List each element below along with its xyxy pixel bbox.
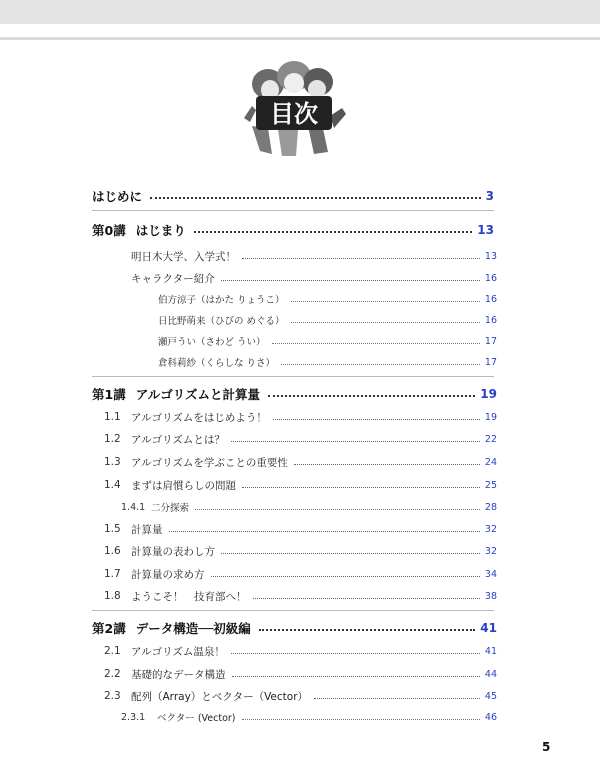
section-number: 2.1 (104, 645, 121, 657)
entry-title: 日比野萌来（ひびの めぐる） (158, 316, 285, 327)
subsection-number: 2.3.1 (121, 711, 146, 723)
entry-title: 二分探索 (151, 503, 190, 514)
leader-dots (259, 629, 476, 631)
toc-entry[interactable] (104, 643, 497, 659)
entry-page: 13 (484, 250, 497, 262)
toc-chapter-1[interactable] (92, 384, 497, 404)
entry-page: 16 (484, 314, 497, 326)
entry-page: 17 (484, 356, 497, 368)
entry-title: 配列（Array）とベクター（Vector） (131, 690, 309, 703)
leader-dots (294, 464, 480, 465)
entry-title: 瀬戸うい（さわど うい） (158, 337, 266, 348)
section-divider (92, 610, 494, 611)
entry-page: 17 (484, 335, 497, 347)
toc-entry[interactable] (131, 248, 497, 264)
leader-dots (231, 441, 480, 442)
leader-dots (194, 231, 473, 233)
toc-intro-title: はじめに (92, 189, 143, 204)
chapter-title: アルゴリズムと計算量 (135, 387, 260, 402)
toc-entry[interactable] (104, 666, 497, 682)
entry-title: アルゴリズム温泉！ (131, 645, 225, 658)
toc-entry[interactable] (104, 566, 497, 582)
entry-page: 45 (484, 690, 497, 702)
chapter-title: データ構造──初級編 (135, 621, 251, 636)
toc-intro-page: 3 (485, 189, 494, 203)
leader-dots (169, 531, 480, 532)
entry-page: 46 (484, 711, 497, 723)
entry-title: 基礎的なデータ構造 (131, 668, 226, 681)
leader-dots (150, 197, 481, 199)
leader-dots (195, 509, 480, 510)
section-number: 1.5 (104, 523, 121, 535)
toc-entry[interactable] (104, 521, 497, 537)
entry-page: 16 (484, 272, 497, 284)
toc-entry[interactable] (158, 333, 497, 349)
leader-dots (253, 598, 480, 599)
section-divider (92, 376, 494, 377)
chapter-number: 第0講 (92, 223, 126, 238)
toc-entry[interactable] (104, 409, 497, 425)
entry-page: 24 (484, 456, 497, 468)
contents-title: 目次 (270, 100, 318, 128)
toc-entry[interactable] (158, 354, 497, 370)
entry-page: 25 (484, 479, 497, 491)
entry-title: ベクター (Vector) (157, 713, 236, 724)
chapter-number: 第1講 (92, 387, 126, 402)
leader-dots (314, 698, 480, 699)
header-divider (0, 37, 600, 40)
chapter-number: 第2講 (92, 621, 126, 636)
entry-page: 38 (484, 590, 497, 602)
toc-chapter-0[interactable] (92, 220, 494, 240)
toc-entry[interactable] (104, 543, 497, 559)
entry-page: 41 (484, 645, 497, 657)
toc-entry[interactable] (131, 270, 497, 286)
entry-title: 伯方涼子（はかた りょうこ） (158, 295, 285, 306)
leader-dots (242, 258, 480, 259)
leader-dots (221, 280, 480, 281)
toc-entry[interactable] (158, 291, 497, 307)
toc-entry[interactable] (104, 477, 497, 493)
toc-entry[interactable] (104, 588, 497, 604)
entry-title: 明日木大学、入学式！ (131, 250, 236, 263)
page-number: 5 (542, 740, 551, 754)
leader-dots (291, 322, 480, 323)
leader-dots (242, 719, 480, 720)
section-number: 1.6 (104, 545, 121, 557)
toc-intro[interactable] (92, 186, 494, 206)
leader-dots (221, 553, 480, 554)
leader-dots (232, 676, 480, 677)
leader-dots (272, 343, 480, 344)
section-number: 1.7 (104, 568, 121, 580)
entry-page: 34 (484, 568, 497, 580)
chapter-page: 41 (480, 621, 497, 635)
entry-page: 32 (484, 545, 497, 557)
entry-page: 28 (484, 501, 497, 513)
entry-title: 倉科莉紗（くらしな りさ） (158, 358, 276, 369)
entry-page: 16 (484, 293, 497, 305)
section-divider (92, 210, 494, 211)
toc-entry[interactable] (158, 312, 497, 328)
entry-title: アルゴリズムを学ぶことの重要性 (131, 456, 288, 469)
entry-title: アルゴリズムをはじめよう！ (131, 411, 267, 424)
toc-entry[interactable] (104, 454, 497, 470)
entry-title: アルゴリズムとは？ (131, 433, 225, 446)
entry-title: 計算量 (131, 523, 163, 536)
section-number: 2.2 (104, 668, 121, 680)
section-number: 1.4 (104, 479, 121, 491)
entry-page: 44 (484, 668, 497, 680)
section-number: 1.3 (104, 456, 121, 468)
section-number: 2.3 (104, 690, 121, 702)
contents-title-emblem (238, 56, 350, 164)
entry-title: まずは肩慣らしの問題 (131, 479, 236, 492)
toc-entry[interactable] (104, 431, 497, 447)
section-number: 1.8 (104, 590, 121, 602)
section-number: 1.2 (104, 433, 121, 445)
chapter-title: はじまり (135, 223, 186, 238)
entry-title: 計算量の求め方 (131, 568, 205, 581)
toc-entry[interactable] (121, 499, 497, 515)
entry-page: 19 (484, 411, 497, 423)
entry-title: 計算量の表わし方 (131, 545, 215, 558)
leader-dots (273, 419, 480, 420)
leader-dots (291, 301, 480, 302)
leader-dots (242, 487, 480, 488)
toc-entry[interactable] (121, 709, 497, 725)
toc-chapter-2[interactable] (92, 618, 497, 638)
leader-dots (268, 395, 475, 397)
leader-dots (281, 364, 480, 365)
entry-page: 32 (484, 523, 497, 535)
chapter-page: 19 (480, 387, 497, 401)
top-header-bar (0, 0, 600, 24)
entry-title: ようこそ！ 技育部へ！ (131, 590, 247, 603)
chapter-page: 13 (477, 223, 494, 237)
leader-dots (231, 653, 480, 654)
section-number: 1.1 (104, 411, 121, 423)
leader-dots (211, 576, 480, 577)
entry-page: 22 (484, 433, 497, 445)
entry-title: キャラクター紹介 (131, 272, 215, 285)
subsection-number: 1.4.1 (121, 501, 146, 513)
toc-entry[interactable] (104, 688, 497, 704)
